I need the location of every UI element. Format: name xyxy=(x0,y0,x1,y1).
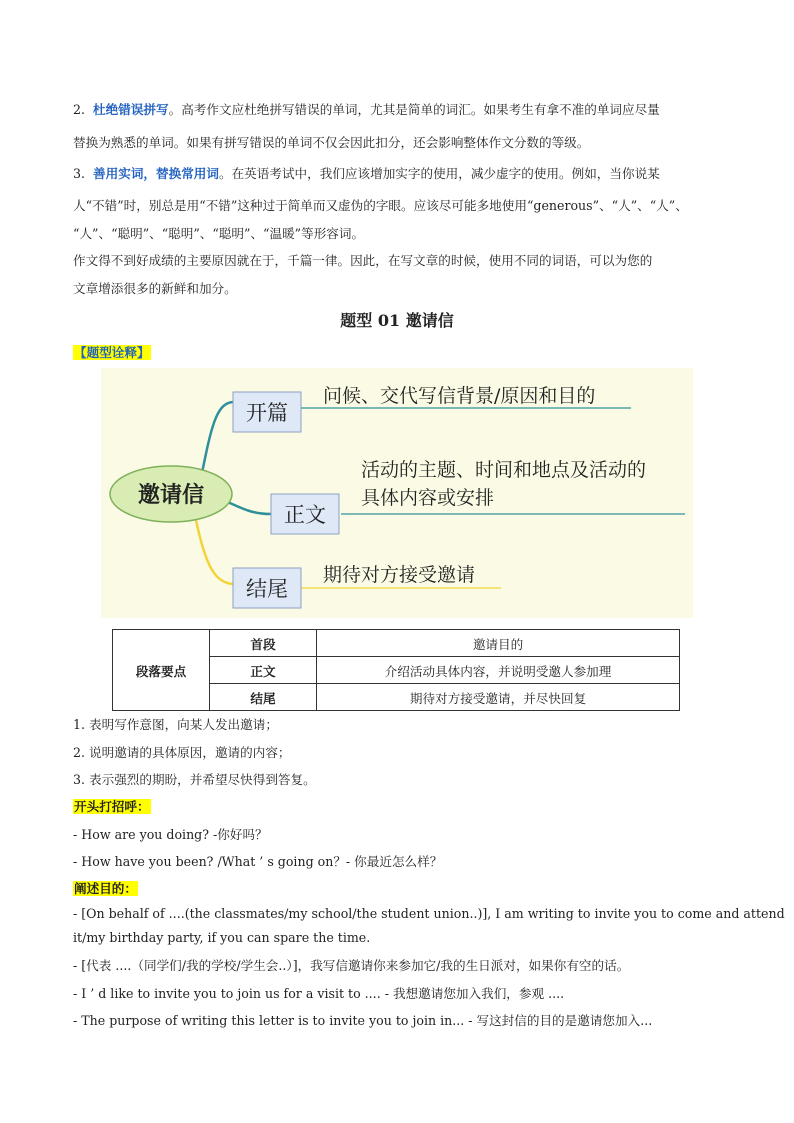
paragraph-2-line-2: 替换为熟悉的单词。如果有拼写错误的单词不仅会因此扣分，还会影响整体作文分数的等级。 xyxy=(73,135,590,150)
paragraph-2-heading: 杜绝错误拼写 xyxy=(93,102,169,117)
tag-opening-line xyxy=(73,796,151,815)
table-part-cell: 结尾 xyxy=(210,684,317,711)
branch-text-ending: 期待对方接受邀请 xyxy=(323,564,476,586)
step-item: 2. 说明邀请的具体原因，邀请的内容； xyxy=(73,745,291,760)
mind-map-graphic xyxy=(101,368,693,618)
tag-explain: 【题型诠释】 xyxy=(74,345,150,360)
branch-label-body: 正文 xyxy=(284,503,326,527)
table-content-cell: 邀请目的 xyxy=(317,630,680,657)
summary-table xyxy=(112,629,680,711)
table-part-cell: 正文 xyxy=(210,657,317,684)
table-row xyxy=(113,630,680,657)
connector-ending xyxy=(196,520,233,584)
tag-explain-line xyxy=(73,342,151,361)
paragraph-3-line-1: 3. 善用实词，替换常用词。在英语考试中，我们应该增加实字的使用，减少虚字的使用。例如，当你说某 xyxy=(73,166,660,181)
tag-purpose-line xyxy=(73,878,138,897)
mind-map xyxy=(101,368,693,618)
opening-item: - How have you been? /What ’ s going on？- 你最近怎么样？ xyxy=(73,854,443,869)
purpose-item: - [On behalf of ....(the classmates/my school/the student union..)], I am writing to invite you to come and attend xyxy=(73,906,785,921)
purpose-item: - The purpose of writing this letter is to invite you to join in... - 写这封信的目的是邀请您加入... xyxy=(73,1013,653,1028)
step-item: 3. 表示强烈的期盼，并希望尽快得到答复。 xyxy=(73,772,316,787)
paragraph-4-line-2: 文章增添很多的新鲜和加分。 xyxy=(73,281,237,296)
connector-opening xyxy=(201,402,233,478)
paragraph-3-line-2: 人“不错”时，别总是用“不错”这种过于简单而又虚伪的字眼。应该尽可能多地使用“generous”、“人”、“人”、 xyxy=(73,198,688,213)
tag-purpose: 阐述目的： xyxy=(74,881,137,896)
purpose-item: it/my birthday party, if you can spare the time. xyxy=(73,930,371,945)
branch-label-opening: 开篇 xyxy=(246,401,288,425)
paragraph-3-heading: 善用实词，替换常用词 xyxy=(93,166,219,181)
center-label: 邀请信 xyxy=(137,483,205,508)
branch-label-ending: 结尾 xyxy=(246,577,288,601)
opening-item: - How are you doing? -你好吗？ xyxy=(73,827,268,842)
branch-text-body-line-1: 活动的主题、时间和地点及活动的 xyxy=(361,459,647,481)
purpose-item: - [代表 ....（同学们/我的学校/学生会..）]，我写信邀请你来参加它/我的生日派对，如果你有空的话。 xyxy=(73,958,630,973)
table-head-cell: 段落要点 xyxy=(113,630,210,711)
step-item: 1. 表明写作意图，向某人发出邀请； xyxy=(73,717,278,732)
paragraph-3-line-3: “人”、“聪明”、“聪明”、“聪明”、“温暖”等形容词。 xyxy=(73,226,365,241)
table-content-cell: 期待对方接受邀请，并尽快回复 xyxy=(317,684,680,711)
branch-text-body-line-2: 具体内容或安排 xyxy=(361,487,495,509)
section-title: 题型 01 邀请信 xyxy=(340,311,454,330)
tag-opening: 开头打招呼： xyxy=(74,799,150,814)
table-part-cell: 首段 xyxy=(210,630,317,657)
table-content-cell: 介绍活动具体内容，并说明受邀人参加理 xyxy=(317,657,680,684)
branch-text-opening: 问候、交代写信背景/原因和目的 xyxy=(323,385,596,407)
paragraph-2-line-1: 2. 杜绝错误拼写。高考作文应杜绝拼写错误的单词，尤其是简单的词汇。如果考生有拿不准的单词应尽量 xyxy=(73,102,660,117)
paragraph-4-line-1: 作文得不到好成绩的主要原因就在于，千篇一律。因此，在写文章的时候，使用不同的词语，可以为您的 xyxy=(73,253,653,268)
purpose-item: - I ’ d like to invite you to join us for a visit to .... - 我想邀请您加入我们，参观 .... xyxy=(73,986,565,1001)
